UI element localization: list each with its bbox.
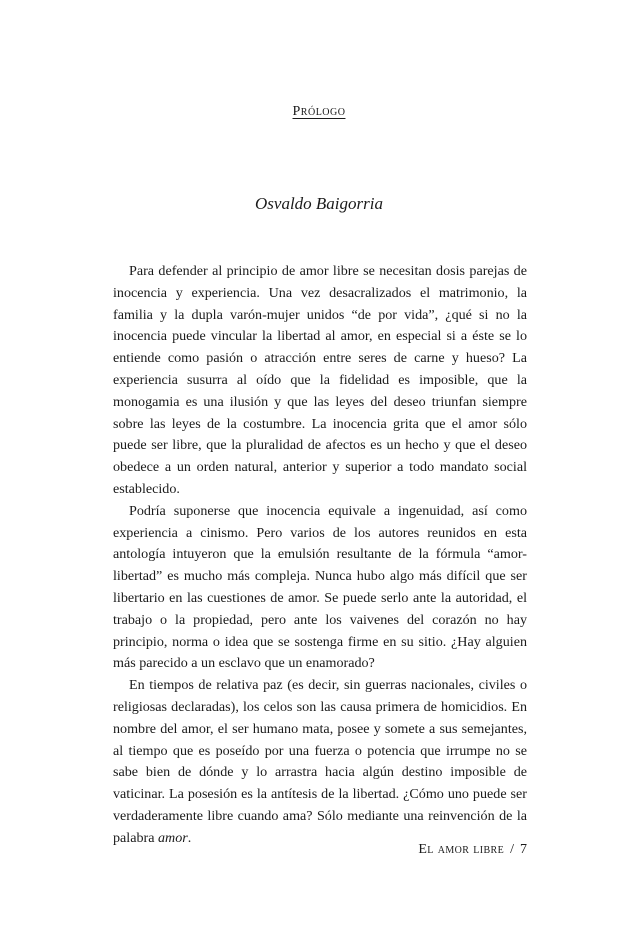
footer-separator: / — [510, 842, 514, 857]
paragraph-2: Podría suponerse que inocencia equivale a ingenuidad, así como experiencia a cinismo. Pero varios de los autores reunidos en esta antología intuyeron que la emulsión resultante de la fórmula “amor-libertad” es mucho más compleja. Nunca hubo algo más difícil que ser libertario en las cuestiones de amor. Se puede serlo ante la autoridad, el trabajo o la propiedad, pero ante los vaivenes del corazón no hay principio, norma o idea que se sostenga firme en su sitio. ¿Hay alguien más parecido a un esclavo que un enamorado? — [113, 502, 527, 672]
running-book-title: El amor libre — [418, 842, 505, 857]
body-text — [113, 261, 527, 850]
page-footer — [418, 842, 527, 858]
section-title: Prólogo — [292, 104, 346, 119]
paragraph-3-text: En tiempos de relativa paz (es decir, sin guerras nacionales, civiles o religiosas declaradas), los celos son las causa primera de homicidios. En nombre del amor, el ser humano mata, posee y somete a sus semejantes, al tiempo que es poseído por una fuerza o potencia que irrumpe no se sabe bien de dónde y lo arrastra hacia algún destino imposible de vaticinar. La posesión es la antítesis de la libertad. ¿Cómo uno puede ser verdaderamente libre cuando ama? Sólo mediante una reinvención de la palabra — [113, 677, 527, 846]
paragraph-3-end: . — [187, 829, 192, 846]
page-number: 7 — [520, 842, 527, 857]
emphasized-word: amor — [158, 829, 188, 846]
paragraph-1: Para defender al principio de amor libre se necesitan dosis parejas de inocencia y experiencia. Una vez desacralizados el matrimonio, la familia y la dupla varón-mujer unidos “de por vida”, ¿qué si no la inocencia puede vincular la libertad al amor, en especial si a éste se lo entiende como pasión o atracción entre seres de carne y hueso? La experiencia susurra al oído que la fidelidad es imposible, que la monogamia es una ilusión y que las leyes del deseo triunfan siempre sobre las leyes de la costumbre. La inocencia grita que el amor sólo puede ser libre, que la pluralidad de afectos es un hecho y que el deseo obedece a un orden natural, anterior y superior a todo mandato social establecido. — [113, 263, 527, 497]
author-name: Osvaldo Baigorria — [255, 194, 383, 213]
paragraph-3 — [113, 675, 527, 849]
